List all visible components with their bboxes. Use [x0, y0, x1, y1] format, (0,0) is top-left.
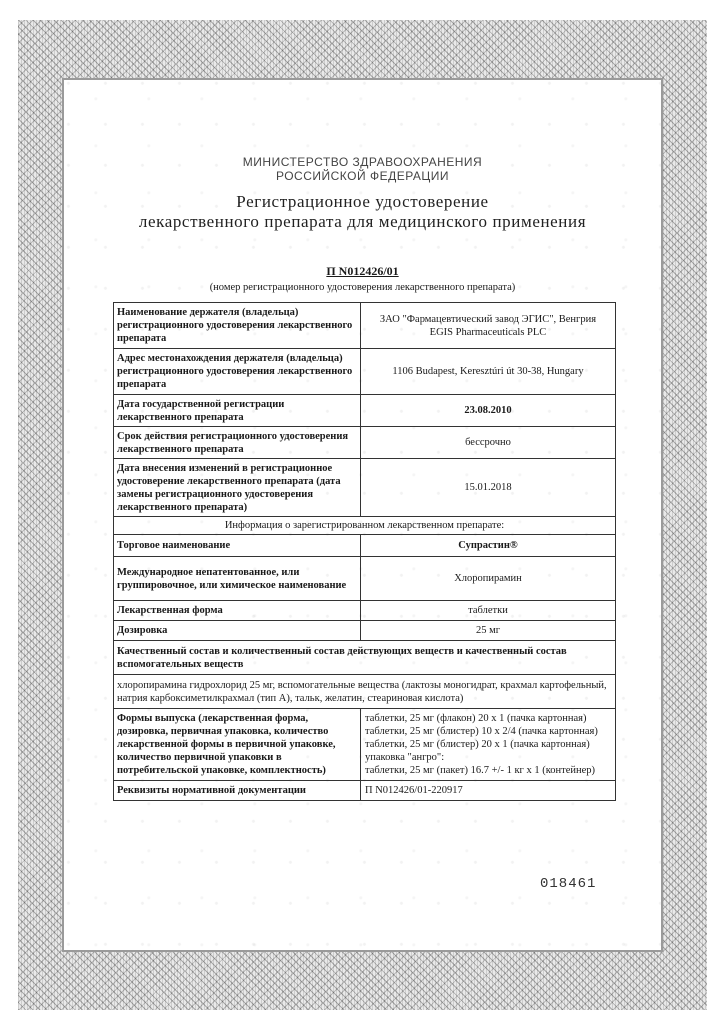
dosage-form-label: Лекарственная форма	[114, 601, 361, 621]
table-row	[114, 781, 616, 801]
address-value: 1106 Budapest, Keresztúri út 30-38, Hungary	[361, 349, 616, 395]
composition-value: хлоропирамина гидрохлорид 25 мг, вспомогательные вещества (лактозы моногидрат, крахмал картофельный, натрия карбоксиметилкрахмал (тип А), тальк, желатин, стеариновая кислота)	[114, 675, 616, 709]
table-row	[114, 709, 616, 781]
holder-value	[361, 303, 616, 349]
table-row	[114, 349, 616, 395]
validity-value: бессрочно	[361, 427, 616, 459]
table-row	[114, 641, 616, 675]
ministry-line-1: МИНИСТЕРСТВО ЗДРАВООХРАНЕНИЯ	[242, 155, 483, 169]
table-row	[114, 601, 616, 621]
reg-date-label: Дата государственной регистрации лекарственного препарата	[114, 395, 361, 427]
packaging-line: таблетки, 25 мг (пакет) 16.7 +/- 1 кг х 1 (контейнер)	[365, 765, 596, 776]
table-row	[114, 675, 616, 709]
validity-label: Срок действия регистрационного удостоверения лекарственного препарата	[114, 427, 361, 459]
table-row	[114, 517, 616, 535]
holder-value-line-2: EGIS Pharmaceuticals PLC	[429, 326, 547, 338]
ministry-line-2: РОССИЙСКОЙ ФЕДЕРАЦИИ	[275, 169, 450, 183]
dose-label: Дозировка	[114, 621, 361, 641]
table-row	[114, 459, 616, 517]
title-line-2: лекарственного препарата для медицинского применения	[138, 212, 587, 231]
registration-table	[113, 302, 616, 801]
table-row	[114, 535, 616, 557]
dosage-form-value: таблетки	[361, 601, 616, 621]
normdoc-label: Реквизиты нормативной документации	[114, 781, 361, 801]
registration-number: П N012426/01	[326, 264, 399, 278]
packaging-line: таблетки, 25 мг (блистер) 20 х 1 (пачка картонная)	[365, 739, 590, 750]
reg-date-value: 23.08.2010	[361, 395, 616, 427]
packaging-label: Формы выпуска (лекарственная форма, дозировка, первичная упаковка, количество лекарственной формы в первичной упаковке, количество первичной упаковки в потребительской упаковке, комплектность)	[114, 709, 361, 781]
trade-name-value: Супрастин®	[361, 535, 616, 557]
address-label: Адрес местонахождения держателя (владельца) регистрационного удостоверения лекарственного препарата	[114, 349, 361, 395]
ministry-header	[0, 155, 725, 183]
packaging-line: таблетки, 25 мг (флакон) 20 х 1 (пачка картонная)	[365, 713, 587, 724]
table-row	[114, 557, 616, 601]
info-heading: Информация о зарегистрированном лекарственном препарате:	[114, 517, 616, 535]
table-row	[114, 303, 616, 349]
holder-value-line-1: ЗАО "Фармацевтический завод ЭГИС", Венгрия	[379, 313, 597, 325]
packaging-line: таблетки, 25 мг (блистер) 10 х 2/4 (пачка картонная)	[365, 726, 598, 737]
registration-number-block	[0, 265, 725, 294]
normdoc-value: П N012426/01-220917	[361, 781, 616, 801]
table-row	[114, 621, 616, 641]
registration-number-caption: (номер регистрационного удостоверения лекарственного препарата)	[209, 282, 516, 293]
table-row	[114, 427, 616, 459]
composition-heading: Качественный состав и количественный состав действующих веществ и качественный состав вспомогательных веществ	[114, 641, 616, 675]
document-serial-number: 018461	[540, 876, 597, 892]
inn-label: Международное непатентованное, или группировочное, или химическое наименование	[114, 557, 361, 601]
title-line-1: Регистрационное удостоверение	[236, 192, 489, 211]
inn-value: Хлоропирамин	[361, 557, 616, 601]
holder-label: Наименование держателя (владельца) регистрационного удостоверения лекарственного препарата	[114, 303, 361, 349]
trade-name-label: Торговое наименование	[114, 535, 361, 557]
change-date-label: Дата внесения изменений в регистрационное удостоверение лекарственного препарата (дата замены регистрационного удостоверения лекарственного препарата)	[114, 459, 361, 517]
table-row	[114, 395, 616, 427]
packaging-value	[361, 709, 616, 781]
document-title	[0, 192, 725, 232]
packaging-line: упаковка "ангро":	[365, 752, 445, 763]
change-date-value: 15.01.2018	[361, 459, 616, 517]
dose-value: 25 мг	[361, 621, 616, 641]
